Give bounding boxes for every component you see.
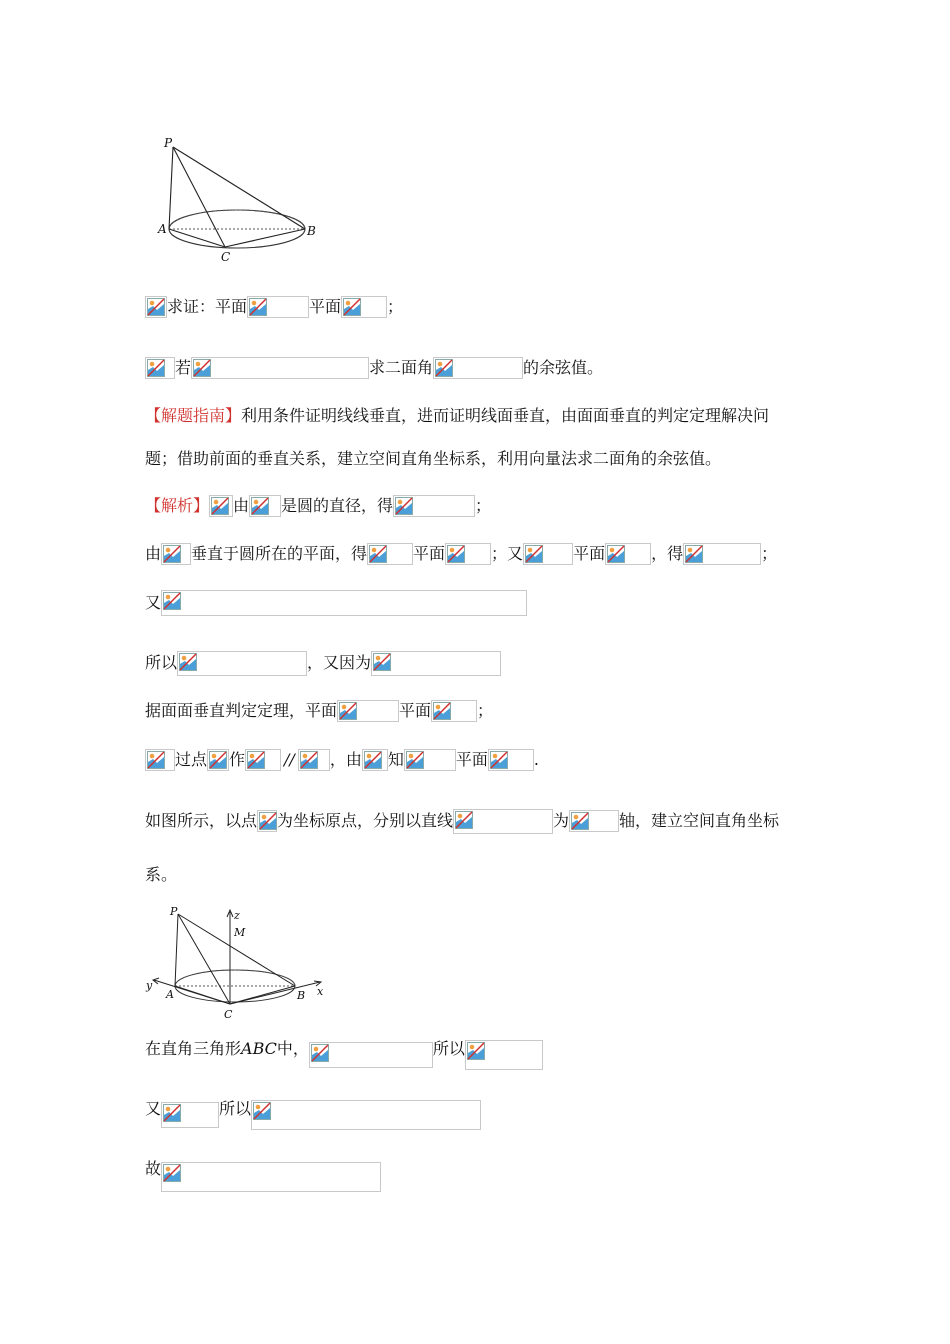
sol4-a: 所以 xyxy=(145,653,178,672)
label-a: A xyxy=(166,988,174,1001)
q2-text-b: 求二面角 xyxy=(369,358,434,377)
formula-image xyxy=(249,495,281,517)
sol6-b: 作 xyxy=(229,750,246,769)
formula-image xyxy=(488,749,534,771)
guide-tag: 【解题指南】 xyxy=(145,406,242,425)
formula-image xyxy=(371,651,501,676)
solution-line-7 xyxy=(145,808,779,834)
formula-image xyxy=(445,543,491,565)
edge-pb xyxy=(173,147,305,229)
broken-image-icon xyxy=(607,545,625,563)
formula-image xyxy=(431,700,477,722)
broken-image-icon xyxy=(179,653,197,671)
guide-line-1 xyxy=(145,403,769,429)
solution-line-5 xyxy=(145,698,493,724)
broken-image-icon xyxy=(406,751,424,769)
broken-image-icon xyxy=(193,359,211,377)
sol4-b: ，又因为 xyxy=(307,653,372,672)
sol6-f: 平面 xyxy=(455,750,488,769)
formula-image xyxy=(161,1162,381,1192)
edge-bc xyxy=(225,229,305,247)
solution-line-6 xyxy=(145,747,539,773)
broken-image-icon xyxy=(455,811,473,829)
sol9-abc: ABC xyxy=(241,1039,277,1058)
broken-image-icon xyxy=(251,497,269,515)
broken-image-icon xyxy=(447,545,465,563)
formula-image xyxy=(161,1102,219,1128)
figure-cone-1 xyxy=(155,135,330,265)
broken-image-icon xyxy=(163,1164,181,1182)
label-c: C xyxy=(224,1008,233,1021)
broken-image-icon xyxy=(147,751,165,769)
sol1-c: ； xyxy=(475,496,492,515)
sol2-e: 平面 xyxy=(573,544,606,563)
solution-line-4 xyxy=(145,650,501,676)
sol2-b: 垂直于圆所在的平面，得 xyxy=(191,544,368,563)
broken-image-icon xyxy=(435,359,453,377)
broken-image-icon xyxy=(147,359,165,377)
formula-image xyxy=(257,810,277,832)
broken-image-icon xyxy=(163,1104,181,1122)
sol6-e: 知 xyxy=(387,750,404,769)
sol11-a: 故 xyxy=(145,1159,162,1178)
formula-image xyxy=(145,296,167,318)
broken-image-icon xyxy=(525,545,543,563)
broken-image-icon xyxy=(253,1102,271,1120)
formula-image xyxy=(453,809,553,834)
question-2 xyxy=(145,355,603,381)
label-x: x xyxy=(317,985,324,998)
broken-image-icon xyxy=(373,653,391,671)
formula-image xyxy=(298,749,330,771)
solution-line-11 xyxy=(145,1156,381,1192)
label-a: A xyxy=(158,222,167,236)
edge-ac xyxy=(175,986,230,1004)
label-b: B xyxy=(307,224,316,238)
sol5-b: 平面 xyxy=(399,701,432,720)
sol7-a: 如图所示，以点 xyxy=(145,811,258,830)
solution-line-2 xyxy=(145,541,777,567)
broken-image-icon xyxy=(490,751,508,769)
sol1-b: 是圆的直径，得 xyxy=(281,496,394,515)
sol10-a: 又 xyxy=(145,1099,162,1118)
label-y: y xyxy=(146,979,153,992)
broken-image-icon xyxy=(395,497,413,515)
sol5-c: ； xyxy=(477,701,494,720)
edge-pa xyxy=(175,914,178,986)
edge-pc xyxy=(173,147,225,247)
broken-image-icon xyxy=(211,497,229,515)
formula-image xyxy=(465,1040,543,1070)
formula-image xyxy=(209,495,233,517)
broken-image-icon xyxy=(163,545,181,563)
solution-line-9 xyxy=(145,1036,543,1068)
formula-image xyxy=(341,296,387,318)
formula-image xyxy=(337,700,399,722)
label-b: B xyxy=(297,989,306,1002)
formula-image xyxy=(367,543,413,565)
question-1 xyxy=(145,294,403,320)
q2-text-a: 若 xyxy=(175,358,192,377)
solution-line-10 xyxy=(145,1096,481,1130)
formula-image xyxy=(251,1100,481,1130)
broken-image-icon xyxy=(685,545,703,563)
label-m: M xyxy=(234,926,246,939)
sol7-d: 轴，建立空间直角坐标 xyxy=(619,811,780,830)
sol6-g: . xyxy=(533,750,539,769)
sol7-c: 为 xyxy=(553,811,570,830)
sol2-a: 由 xyxy=(145,544,162,563)
formula-image xyxy=(404,749,456,771)
formula-image xyxy=(145,357,175,379)
edge-pb xyxy=(178,914,295,986)
base-circle-hidden xyxy=(175,970,295,986)
sol6-c: // xyxy=(284,750,295,769)
sol6-a: 过点 xyxy=(175,750,208,769)
formula-image xyxy=(177,651,307,676)
formula-image xyxy=(191,357,369,379)
edge-pa xyxy=(169,147,173,229)
base-circle-hidden xyxy=(169,210,305,229)
solution-line-3 xyxy=(145,589,527,617)
q2-text-c: 的余弦值。 xyxy=(523,358,604,377)
solution-tag: 【解析】 xyxy=(145,496,210,515)
sol2-f: ，得 xyxy=(651,544,684,563)
broken-image-icon xyxy=(300,751,318,769)
formula-image xyxy=(161,590,527,616)
formula-image xyxy=(569,810,619,832)
sol9-a: 在直角三角形 xyxy=(145,1039,242,1058)
broken-image-icon xyxy=(339,702,357,720)
guide-line-2 xyxy=(145,446,721,472)
sol2-c: 平面 xyxy=(413,544,446,563)
formula-image xyxy=(362,749,388,771)
sol8-a: 系。 xyxy=(145,865,178,884)
broken-image-icon xyxy=(369,545,387,563)
guide-text-1: 利用条件证明线线垂直，进而证明线面垂直，由面面垂直的判定定理解决问 xyxy=(241,406,770,425)
formula-image xyxy=(393,495,475,517)
formula-image xyxy=(309,1042,433,1068)
broken-image-icon xyxy=(467,1042,485,1060)
broken-image-icon xyxy=(311,1044,329,1062)
label-z: z xyxy=(234,909,240,922)
sol5-a: 据面面垂直判定定理，平面 xyxy=(145,701,338,720)
label-p: P xyxy=(164,136,173,150)
q1-text-a: 求证：平面 xyxy=(167,297,248,316)
label-c: C xyxy=(221,250,231,264)
broken-image-icon xyxy=(147,298,165,316)
guide-text-2: 题；借助前面的垂直关系，建立空间直角坐标系，利用向量法求二面角的余弦值。 xyxy=(145,449,722,468)
formula-image xyxy=(161,543,191,565)
broken-image-icon xyxy=(364,751,382,769)
broken-image-icon xyxy=(249,298,267,316)
formula-image xyxy=(247,296,309,318)
sol2-g: ； xyxy=(761,544,778,563)
sol2-d: ；又 xyxy=(491,544,524,563)
broken-image-icon xyxy=(571,812,589,830)
formula-image xyxy=(683,543,761,565)
sol1-a: 由 xyxy=(233,496,250,515)
formula-image xyxy=(433,357,523,379)
broken-image-icon xyxy=(259,812,277,830)
formula-image xyxy=(207,749,229,771)
broken-image-icon xyxy=(343,298,361,316)
sol3-a: 又 xyxy=(145,593,162,612)
q1-text-c: ； xyxy=(387,297,404,316)
formula-image xyxy=(245,749,281,771)
sol10-b: 所以 xyxy=(219,1099,252,1118)
sol7-b: 为坐标原点，分别以直线 xyxy=(277,811,454,830)
solution-line-1 xyxy=(145,493,491,519)
formula-image xyxy=(605,543,651,565)
formula-image xyxy=(145,749,175,771)
sol9-c: 所以 xyxy=(432,1039,465,1058)
sol9-b: 中， xyxy=(276,1039,309,1058)
sol6-d: ，由 xyxy=(329,750,362,769)
broken-image-icon xyxy=(209,751,227,769)
formula-image xyxy=(523,543,573,565)
broken-image-icon xyxy=(163,592,181,610)
broken-image-icon xyxy=(247,751,265,769)
figure-cone-2-coordinates xyxy=(140,900,340,1025)
q1-text-b: 平面 xyxy=(309,297,342,316)
solution-line-8 xyxy=(145,862,177,888)
label-p: P xyxy=(170,905,178,918)
broken-image-icon xyxy=(433,702,451,720)
